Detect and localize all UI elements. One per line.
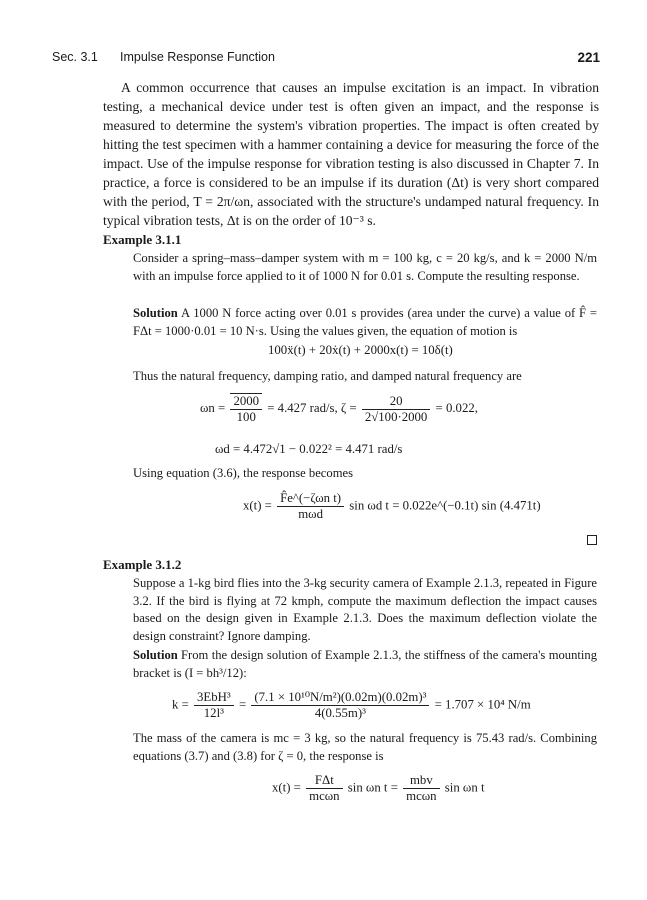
k-fraction-2 — [251, 690, 429, 721]
x-rhs: sin ωn t — [444, 780, 485, 795]
k-denominator-2: 4(0.55m)³ — [314, 706, 366, 720]
using-text: Using equation (3.6), the response becomes — [133, 466, 353, 480]
k-denominator-1: 12l³ — [203, 706, 224, 720]
x-fraction — [277, 491, 344, 522]
end-of-example-box — [587, 535, 597, 545]
wn-lhs: ωn = — [200, 400, 226, 415]
example-title: Example 3.1.1 — [103, 232, 182, 247]
solution-text: From the design solution of Example 2.1.3, the stiffness of the camera's mounting bracket is (I = bh³/12): — [133, 648, 597, 680]
k-lhs: k = — [172, 697, 189, 712]
x-numerator-2: mbv — [403, 773, 439, 789]
zeta-denominator: 2√100·2000 — [364, 409, 428, 424]
example-title: Example 3.1.2 — [103, 557, 182, 572]
page-number: 221 — [577, 50, 600, 65]
mass-text: The mass of the camera is mc = 3 kg, so the natural frequency is 75.43 rad/s. Combining equations (3.7) and (3.8) for ζ = 0, the response is — [133, 731, 597, 763]
stiffness-equation — [172, 690, 531, 721]
natural-frequency-equation — [200, 393, 478, 425]
x-denominator: mωd — [298, 507, 323, 521]
x-numerator: F̂e^(−ζωn t) — [277, 491, 344, 507]
x-fraction-1 — [306, 773, 342, 804]
k-numerator-1: 3EbH³ — [194, 690, 234, 706]
solution-label: Solution — [133, 306, 178, 320]
wn-fraction — [230, 393, 262, 425]
wn-denominator: 100 — [236, 410, 256, 424]
example-statement: Suppose a 1-kg bird flies into the 3-kg security camera of Example 2.1.3, repeated in Figure 3.2. If the bird is flying at 72 kmph, compute the maximum deflection the impact causes based on the design given in Example 2.1.3. Does the maximum deflection violate the design constraint? Ignore damping. — [133, 576, 597, 643]
bird-response-equation — [272, 773, 485, 804]
k-value: = 1.707 × 10⁴ N/m — [434, 697, 531, 712]
section-title: Impulse Response Function — [120, 50, 275, 64]
x-denominator-2: mcωn — [406, 789, 437, 803]
zeta-value: = 0.022, — [435, 400, 478, 415]
x-lhs: x(t) = — [272, 780, 301, 795]
thus-text: Thus the natural frequency, damping ratio, and damped natural frequency are — [133, 369, 522, 383]
section-number: Sec. 3.1 — [52, 50, 98, 64]
x-fraction-2 — [403, 773, 439, 804]
x-denominator-1: mcωn — [309, 789, 340, 803]
running-header — [52, 50, 600, 66]
example-statement: Consider a spring–mass–damper system with m = 100 kg, c = 20 kg/s, and k = 2000 N/m with an impulse force applied to it of 1000 N for 0.01 s. Compute the resulting response. — [133, 251, 597, 283]
k-numerator-2: (7.1 × 10¹⁰N/m²)(0.02m)(0.02m)³ — [251, 690, 429, 706]
zeta-fraction — [362, 394, 430, 425]
solution-label: Solution — [133, 648, 178, 662]
intro-paragraph: A common occurrence that causes an impulse excitation is an impact. In vibration testing, a mechanical device under test is often given an impact, and the response is measured to determine the system's vibration properties. The impact is often created by hitting the test specimen with a hammer containing a device for measuring the force of the impact. Use of the impulse response for vibration testing is also discussed in Chapter 7. In practice, a force is considered to be an impulse if its duration (Δt) is very short compared with the period, T = 2π/ωn, associated with the structure's undamped natural frequency. In typical vibration tests, Δt is on the order of 10⁻³ s. — [103, 80, 599, 228]
zeta-numerator: 20 — [362, 394, 430, 410]
damped-frequency-equation: ωd = 4.472√1 − 0.022² = 4.471 rad/s — [215, 442, 403, 456]
response-equation — [243, 491, 541, 522]
solution-text: A 1000 N force acting over 0.01 s provides (area under the curve) a value of F̂ = FΔt = 1000·0.01 = 10 N·s. Using the values given, the equation of motion is — [133, 306, 597, 338]
equation-of-motion: 100ẍ(t) + 20ẋ(t) + 2000x(t) = 10δ(t) — [268, 343, 453, 357]
wn-numerator: 2000 — [230, 393, 262, 410]
equals-sign: = — [238, 697, 247, 712]
x-numerator-1: FΔt — [306, 773, 342, 789]
x-lhs: x(t) = — [243, 498, 272, 513]
x-rhs: sin ωd t = 0.022e^(−0.1t) sin (4.471t) — [349, 498, 541, 513]
k-fraction-1 — [194, 690, 234, 721]
wn-value: = 4.427 rad/s, ζ = — [267, 400, 357, 415]
x-middle: sin ωn t = — [347, 780, 398, 795]
